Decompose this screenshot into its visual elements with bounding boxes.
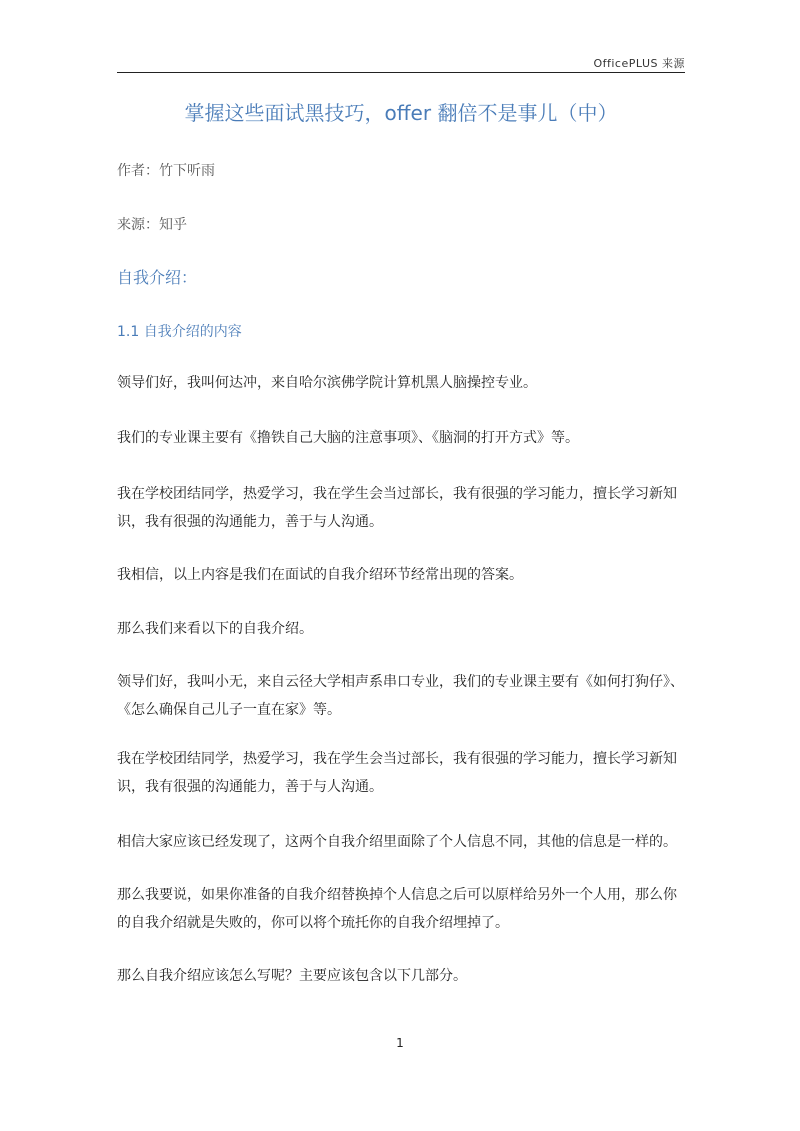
paragraph: 我在学校团结同学，热爱学习，我在学生会当过部长，我有很强的学习能力，擅长学习新知识，我有很强的沟通能力，善于与人沟通。 xyxy=(117,751,677,795)
paragraph: 领导们好，我叫小无，来自云径大学相声系串口专业，我们的专业课主要有《如何打狗仔》、《怎么确保自己儿子一直在家》等。 xyxy=(117,674,684,718)
paragraph: 我相信，以上内容是我们在面试的自我介绍环节经常出现的答案。 xyxy=(117,567,523,583)
section-heading: 自我介绍： xyxy=(117,268,198,287)
paragraph: 我在学校团结同学，热爱学习，我在学生会当过部长，我有很强的学习能力，擅长学习新知识，我有很强的沟通能力，善于与人沟通。 xyxy=(117,486,677,530)
header-divider xyxy=(117,72,685,73)
subsection-heading: 1.1 自我介绍的内容 xyxy=(117,324,242,340)
author-line: 作者：竹下听雨 xyxy=(117,163,215,179)
page-number: 1 xyxy=(396,1036,404,1050)
paragraph: 那么我要说，如果你准备的自我介绍替换掉个人信息之后可以原样给另外一个人用，那么你的自我介绍就是失败的，你可以将个琉托你的自我介绍埋掉了。 xyxy=(117,887,677,931)
paragraph: 领导们好，我叫何达冲，来自哈尔滨佛学院计算机黑人脑操控专业。 xyxy=(117,375,537,391)
paragraph: 我们的专业课主要有《撸铁自己大脑的注意事项》、《脑洞的打开方式》等。 xyxy=(117,430,579,446)
paragraph: 那么自我介绍应该怎么写呢？主要应该包含以下几部分。 xyxy=(117,968,467,984)
paragraph: 那么我们来看以下的自我介绍。 xyxy=(117,621,313,637)
source-line: 来源：知乎 xyxy=(117,217,187,233)
document-title: 掌握这些面试黑技巧，offer 翻倍不是事儿（中） xyxy=(184,101,618,125)
header-source-label: OfficePLUS 来源 xyxy=(593,57,685,70)
paragraph: 相信大家应该已经发现了，这两个自我介绍里面除了个人信息不同，其他的信息是一样的。 xyxy=(117,834,677,850)
